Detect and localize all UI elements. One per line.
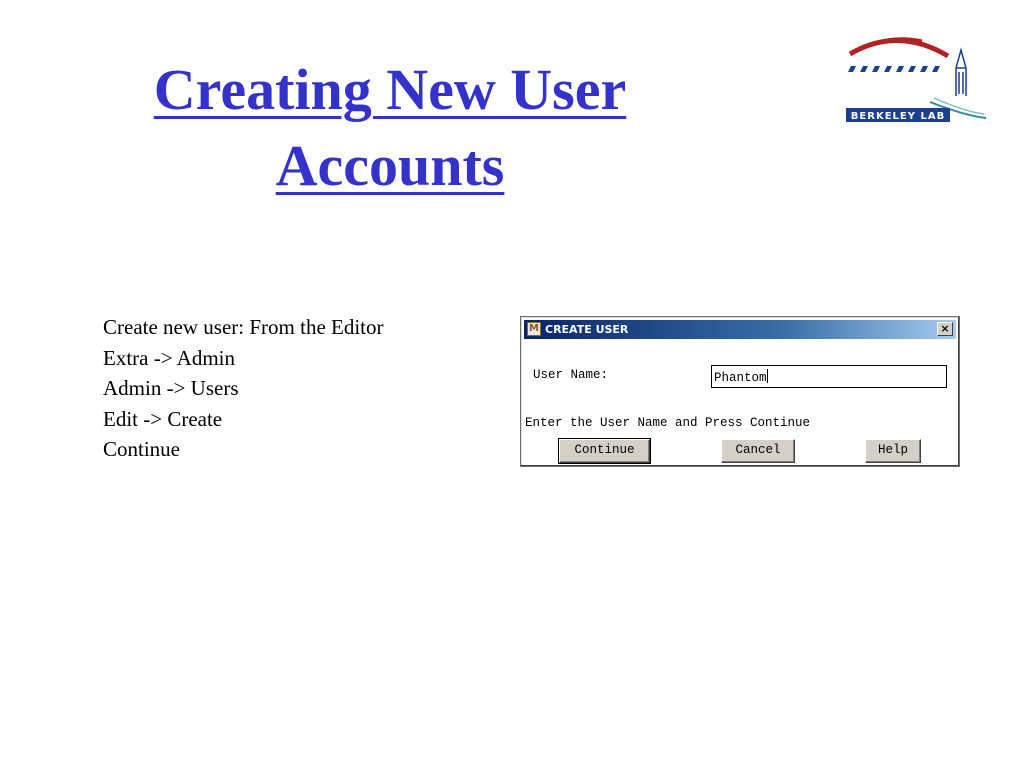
berkeley-lab-logo xyxy=(838,32,990,128)
continue-button[interactable]: Continue xyxy=(559,439,650,463)
instruction-line: Continue xyxy=(103,437,180,461)
instruction-line: Edit -> Create xyxy=(103,406,223,431)
berkeley-lab-logo-graphic xyxy=(838,32,990,128)
instruction-prompt: Enter the User Name and Press Continue xyxy=(525,416,811,430)
instruction-line: Admin -> Users xyxy=(103,376,239,400)
instruction-line: Create new user: From the Editor xyxy=(103,315,384,339)
dialog-titlebar[interactable] xyxy=(524,320,956,339)
app-icon: M xyxy=(527,322,541,336)
close-button[interactable]: × xyxy=(937,322,953,336)
username-label: User Name: xyxy=(533,368,609,382)
username-input[interactable] xyxy=(711,365,947,388)
username-value: Phantom xyxy=(714,371,767,385)
text-caret xyxy=(767,369,768,383)
help-button[interactable]: Help xyxy=(865,439,921,463)
instruction-line: Extra -> Admin xyxy=(103,345,235,370)
instruction-list xyxy=(103,312,384,465)
create-user-dialog xyxy=(520,316,960,467)
dialog-title: CREATE USER xyxy=(545,323,629,336)
cancel-button[interactable]: Cancel xyxy=(721,439,795,463)
slide-title: Creating New User Accounts xyxy=(153,57,627,198)
logo-label: BERKELEY LAB xyxy=(850,111,946,122)
